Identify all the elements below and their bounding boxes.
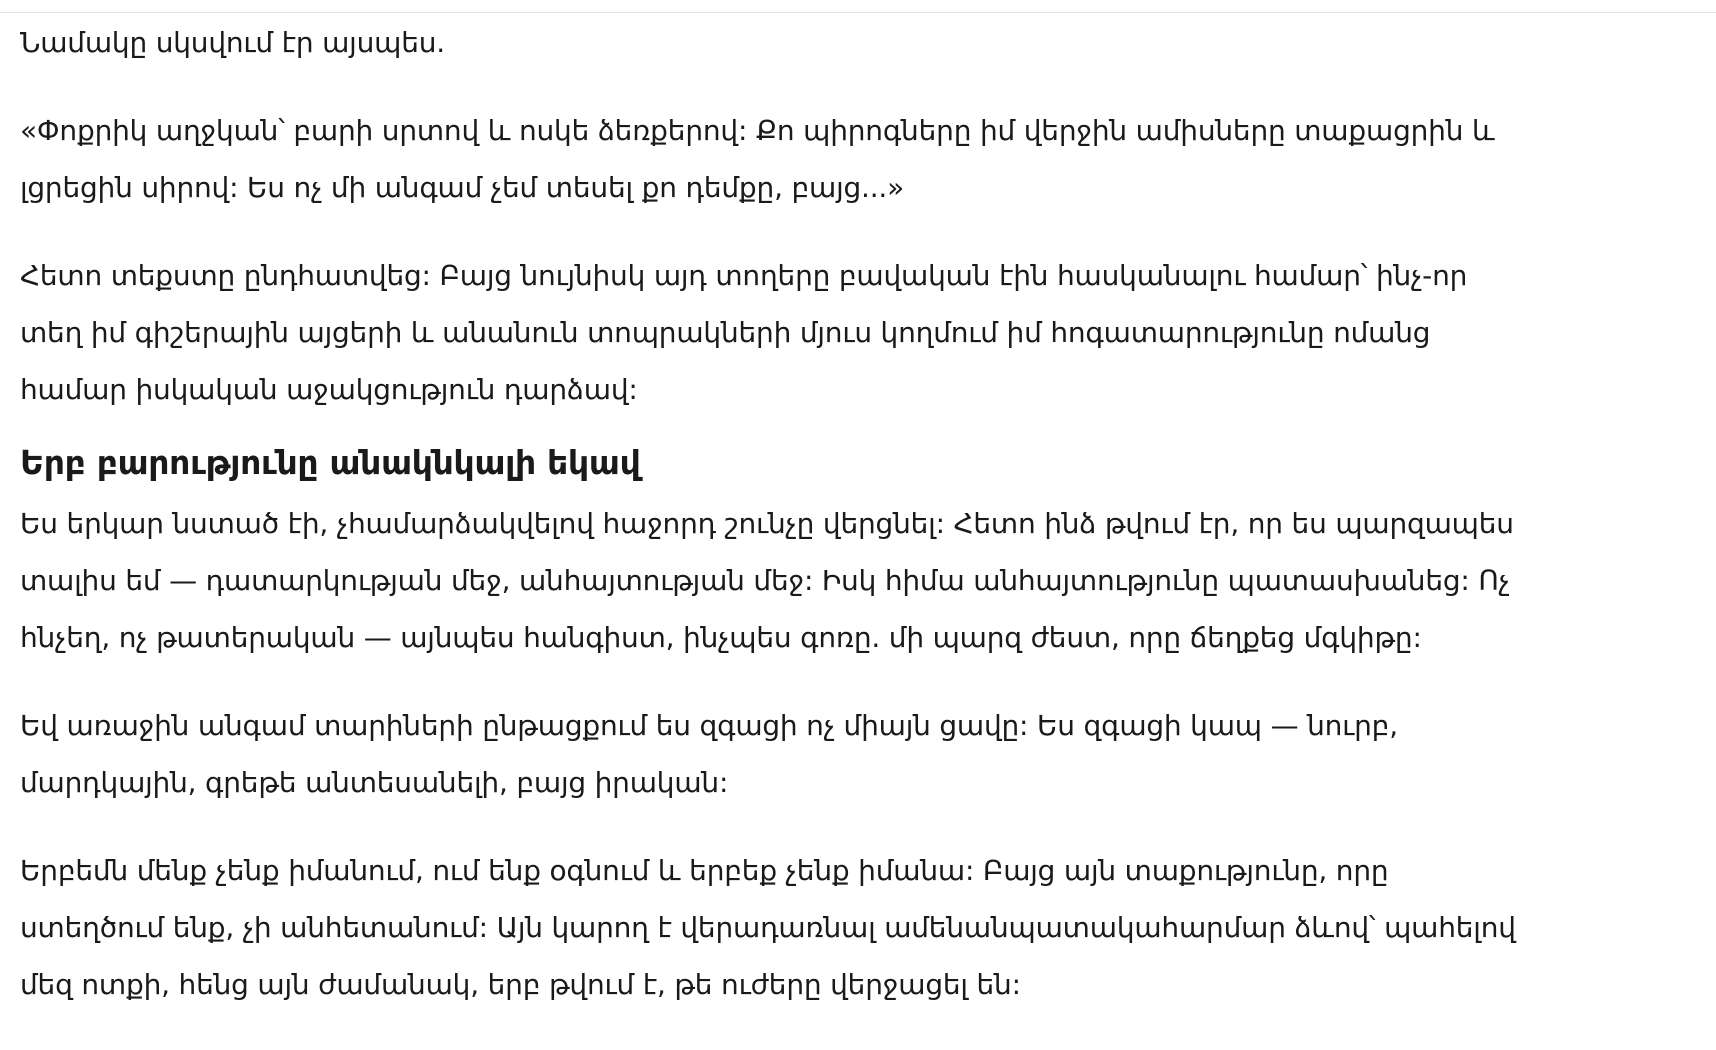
- text-line: Հետո տեքստը ընդհատվեց: Բայց նույնիսկ այդ տողերը բավական էին հասկանալու համար՝ ինչ-որ: [20, 259, 1468, 292]
- top-divider: [0, 0, 1716, 13]
- section-heading: Երբ բարությունը անակնկալի եկավ: [20, 443, 641, 482]
- text-line: մարդկային, գրեթե անտեսանելի, բայց իրական:: [20, 766, 729, 799]
- paragraph-interrupted: [20, 247, 1620, 418]
- text-line: Ես երկար նստած էի, չհամարձակվելով հաջորդ շունչը վերցնել: Հետո ինձ թվում էր, որ ես պարզապես: [20, 507, 1514, 540]
- text-line: Եվ առաջին անգամ տարիների ընթացքում ես զգացի ոչ միայն ցավը: Ես զգացի կապ — նուրբ,: [20, 709, 1398, 742]
- paragraph-intro: [20, 14, 1620, 71]
- text-line: տալիս եմ — դատարկության մեջ, անհայտության մեջ: Իսկ հիմա անհայտությունը պատասխանեց: Ոչ: [20, 564, 1510, 597]
- text-line: մեզ ոտքի, հենց այն ժամանակ, երբ թվում է, թե ուժերը վերջացել են:: [20, 968, 1021, 1001]
- text-line: ստեղծում ենք, չի անհետանում: Այն կարող է վերադառնալ ամենանպատակահարմար ձևով՝ պահելով: [20, 911, 1516, 944]
- text-line: համար իսկական աջակցություն դարձավ:: [20, 373, 638, 406]
- paragraph-closing: [20, 842, 1620, 1013]
- text-line: տեղ իմ գիշերային այցերի և անանուն տոպրակների մյուս կողմում իմ հոգատարությունը ոմանց: [20, 316, 1431, 349]
- text-line: լցրեցին սիրով: Ես ոչ մի անգամ չեմ տեսել քո դեմքը, բայց...»: [20, 171, 905, 204]
- paragraph-letter-quote: [20, 102, 1620, 216]
- text-line: «Փոքրիկ աղջկան՝ բարի սրտով և ոսկե ձեռքերով: Քո պիրոգները իմ վերջին ամիսները տաքացրին և: [20, 114, 1495, 147]
- text-line: Երբեմն մենք չենք իմանում, ում ենք օգնում և երբեք չենք իմանա: Բայց այն տաքությունը, որը: [20, 854, 1389, 887]
- paragraph-reflection: [20, 495, 1620, 666]
- article-body: [20, 14, 1620, 1044]
- text-line: հնչեղ, ոչ թատերական — այնպես հանգիստ, ինչպես գոռը. մի պարզ ժեստ, որը ճեղքեց մգկիթը:: [20, 621, 1422, 654]
- paragraph-connection: [20, 697, 1620, 811]
- text-line: Նամակը սկսվում էր այսպես.: [20, 26, 445, 59]
